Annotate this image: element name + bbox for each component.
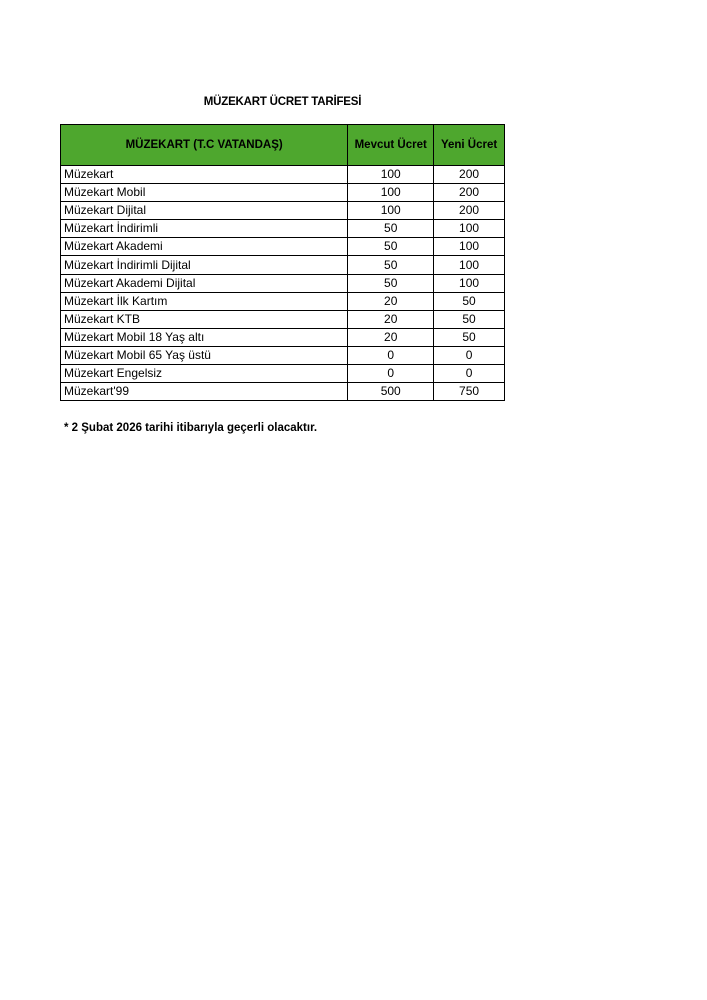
page-title: MÜZEKART ÜCRET TARİFESİ bbox=[203, 96, 362, 108]
current-fee-cell: 500 bbox=[348, 383, 434, 401]
table-row bbox=[61, 166, 505, 184]
card-name-cell: Müzekart Akademi Dijital bbox=[61, 274, 348, 292]
column-header-new-fee: Yeni Ücret bbox=[434, 125, 505, 166]
effective-date-note: * 2 Şubat 2026 tarihi itibarıyla geçerli olacaktır. bbox=[64, 422, 318, 434]
table-row bbox=[61, 184, 505, 202]
new-fee-cell: 750 bbox=[434, 383, 505, 401]
table-row bbox=[61, 328, 505, 346]
new-fee-cell: 200 bbox=[434, 166, 505, 184]
card-name-cell: Müzekart Dijital bbox=[61, 202, 348, 220]
card-name-cell: Müzekart Mobil 18 Yaş altı bbox=[61, 328, 348, 346]
new-fee-cell: 50 bbox=[434, 328, 505, 346]
card-name-cell: Müzekart Mobil 65 Yaş üstü bbox=[61, 346, 348, 364]
card-name-cell: Müzekart Akademi bbox=[61, 238, 348, 256]
table-row bbox=[61, 256, 505, 274]
current-fee-cell: 0 bbox=[348, 346, 434, 364]
card-name-cell: Müzekart İndirimli Dijital bbox=[61, 256, 348, 274]
new-fee-cell: 50 bbox=[434, 310, 505, 328]
table-row bbox=[61, 383, 505, 401]
card-name-cell: Müzekart Mobil bbox=[61, 184, 348, 202]
new-fee-cell: 0 bbox=[434, 346, 505, 364]
current-fee-cell: 20 bbox=[348, 328, 434, 346]
current-fee-cell: 50 bbox=[348, 256, 434, 274]
table-row bbox=[61, 346, 505, 364]
card-name-cell: Müzekart İndirimli bbox=[61, 220, 348, 238]
card-name-cell: Müzekart'99 bbox=[61, 383, 348, 401]
tariff-table bbox=[60, 124, 505, 401]
table-row bbox=[61, 274, 505, 292]
column-header-card-type: MÜZEKART (T.C VATANDAŞ) bbox=[61, 125, 348, 166]
current-fee-cell: 100 bbox=[348, 166, 434, 184]
card-name-cell: Müzekart Engelsiz bbox=[61, 365, 348, 383]
table-row bbox=[61, 220, 505, 238]
new-fee-cell: 200 bbox=[434, 184, 505, 202]
card-name-cell: Müzekart KTB bbox=[61, 310, 348, 328]
table-row bbox=[61, 202, 505, 220]
current-fee-cell: 50 bbox=[348, 274, 434, 292]
new-fee-cell: 100 bbox=[434, 256, 505, 274]
current-fee-cell: 20 bbox=[348, 310, 434, 328]
current-fee-cell: 20 bbox=[348, 292, 434, 310]
new-fee-cell: 0 bbox=[434, 365, 505, 383]
card-name-cell: Müzekart bbox=[61, 166, 348, 184]
column-header-current-fee: Mevcut Ücret bbox=[348, 125, 434, 166]
table-row bbox=[61, 238, 505, 256]
new-fee-cell: 100 bbox=[434, 220, 505, 238]
current-fee-cell: 100 bbox=[348, 202, 434, 220]
new-fee-cell: 100 bbox=[434, 274, 505, 292]
table-header-row bbox=[61, 125, 505, 166]
current-fee-cell: 100 bbox=[348, 184, 434, 202]
card-name-cell: Müzekart İlk Kartım bbox=[61, 292, 348, 310]
current-fee-cell: 0 bbox=[348, 365, 434, 383]
new-fee-cell: 100 bbox=[434, 238, 505, 256]
current-fee-cell: 50 bbox=[348, 238, 434, 256]
current-fee-cell: 50 bbox=[348, 220, 434, 238]
new-fee-cell: 200 bbox=[434, 202, 505, 220]
table-row bbox=[61, 292, 505, 310]
table-row bbox=[61, 310, 505, 328]
new-fee-cell: 50 bbox=[434, 292, 505, 310]
table-row bbox=[61, 365, 505, 383]
